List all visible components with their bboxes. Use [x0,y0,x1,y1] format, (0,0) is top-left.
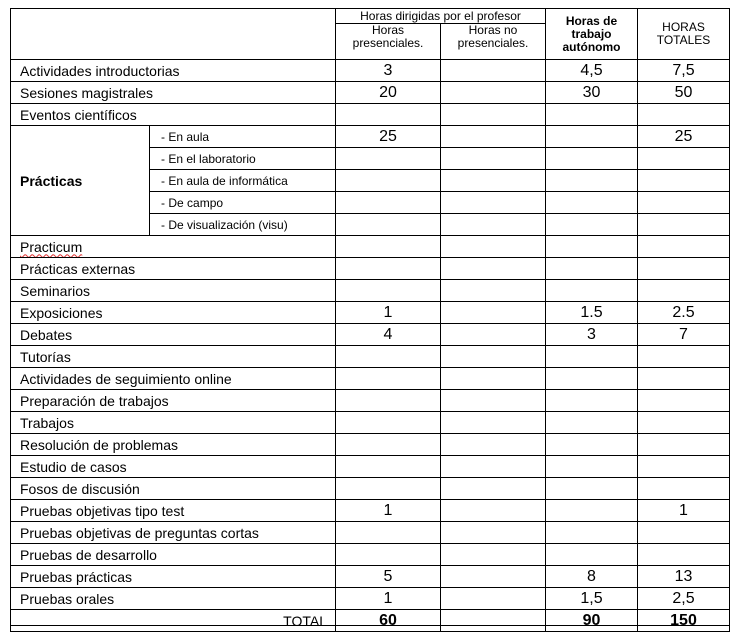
cell-autonomo: 1.5 [546,302,638,324]
cell-presenciales [336,390,441,412]
practicas-sublabel: - De visualización (visu) [150,214,336,236]
table-row [11,236,730,258]
table-row [11,258,730,280]
table-row [11,522,730,544]
cell-totales [638,258,730,280]
cell-presenciales [336,236,441,258]
cell-autonomo [546,126,638,148]
cell-totales: 25 [638,126,730,148]
practicas-label: Prácticas [11,126,150,236]
cell-totales: 13 [638,566,730,588]
cell-autonomo [546,104,638,126]
cell-totales [638,544,730,566]
cell-autonomo [546,434,638,456]
table-row [11,456,730,478]
cell-presenciales: 4 [336,324,441,346]
cell-presenciales: 1 [336,500,441,522]
cell-totales [638,236,730,258]
cell-autonomo [546,390,638,412]
cell-no-presenciales [441,522,546,544]
cell-autonomo [546,478,638,500]
cell-presenciales [336,522,441,544]
table-row [11,434,730,456]
practicas-sublabel: - En el laboratorio [150,148,336,170]
table-row [11,302,730,324]
header-corner [11,9,336,60]
cell-autonomo: 8 [546,566,638,588]
activity-label: Tutorías [11,346,336,368]
cell-autonomo [546,456,638,478]
table-row [11,346,730,368]
table-row [11,60,730,82]
cell-no-presenciales [441,500,546,522]
activity-label: Practicum [11,236,336,258]
cell-no-presenciales [441,434,546,456]
cell-no-presenciales [441,588,546,610]
cell-autonomo [546,214,638,236]
cell-presenciales [336,214,441,236]
cell-no-presenciales [441,104,546,126]
header-autonomo: Horas de trabajo autónomo [546,9,638,60]
cell-no-presenciales [441,544,546,566]
table-row [11,280,730,302]
table-row [11,500,730,522]
total-row [11,610,730,632]
table-row [11,324,730,346]
practicas-row [11,126,730,148]
table-row [11,544,730,566]
activity-label: Pruebas objetivas tipo test [11,500,336,522]
cell-presenciales [336,478,441,500]
cell-autonomo [546,236,638,258]
cell-autonomo [546,544,638,566]
practicas-sublabel: - En aula de informática [150,170,336,192]
cell-no-presenciales [441,390,546,412]
cell-no-presenciales [441,478,546,500]
table-row [11,82,730,104]
cell-no-presenciales [441,192,546,214]
header-group-profesor: Horas dirigidas por el profesor [336,9,546,24]
cell-autonomo [546,280,638,302]
activity-label: Trabajos [11,412,336,434]
cell-autonomo: 1,5 [546,588,638,610]
activity-label: Debates [11,324,336,346]
cell-totales [638,434,730,456]
cell-no-presenciales [441,566,546,588]
cell-totales [638,214,730,236]
activity-label: Fosos de discusión [11,478,336,500]
cell-totales [638,192,730,214]
cell-autonomo [546,346,638,368]
table-row [11,478,730,500]
header-totales: HORAS TOTALES [638,9,730,60]
cell-autonomo [546,500,638,522]
cell-no-presenciales [441,412,546,434]
cell-presenciales: 1 [336,588,441,610]
total-label: TOTAL [11,610,336,632]
activity-label: Actividades de seguimiento online [11,368,336,390]
cell-no-presenciales [441,148,546,170]
cell-totales [638,456,730,478]
cell-presenciales: 20 [336,82,441,104]
activity-label: Actividades introductorias [11,60,336,82]
activity-label: Exposiciones [11,302,336,324]
activity-label: Seminarios [11,280,336,302]
cell-no-presenciales [441,170,546,192]
cell-totales [638,280,730,302]
practicas-sublabel: - En aula [150,126,336,148]
cell-totales [638,346,730,368]
cell-presenciales [336,280,441,302]
cell-no-presenciales [441,60,546,82]
practicas-sublabel: - De campo [150,192,336,214]
cell-totales: 50 [638,82,730,104]
cell-presenciales: 5 [336,566,441,588]
hours-table [10,8,730,632]
cell-presenciales: 3 [336,60,441,82]
activity-label: Pruebas objetivas de preguntas cortas [11,522,336,544]
cell-totales [638,522,730,544]
cell-autonomo: 3 [546,324,638,346]
cell-autonomo: 30 [546,82,638,104]
cell-no-presenciales [441,368,546,390]
cell-presenciales [336,258,441,280]
cell-totales: 2.5 [638,302,730,324]
header-no-presenciales: Horas no presenciales. [441,24,546,60]
cell-no-presenciales [441,258,546,280]
activity-label: Preparación de trabajos [11,390,336,412]
cell-totales [638,412,730,434]
cell-autonomo [546,148,638,170]
table-row [11,104,730,126]
cell-no-presenciales [441,82,546,104]
cell-autonomo [546,522,638,544]
cell-no-presenciales [441,236,546,258]
activity-label: Resolución de problemas [11,434,336,456]
table-row [11,566,730,588]
cell-presenciales: 25 [336,126,441,148]
cell-totales [638,104,730,126]
total-presenciales: 60 [336,610,441,632]
cell-no-presenciales [441,456,546,478]
total-totales: 150 [638,610,730,632]
cell-autonomo [546,258,638,280]
cell-autonomo [546,412,638,434]
cell-presenciales [336,434,441,456]
cell-no-presenciales [441,324,546,346]
cell-totales [638,170,730,192]
cell-presenciales [336,148,441,170]
cell-presenciales [336,346,441,368]
cell-totales: 2,5 [638,588,730,610]
activity-label: Prácticas externas [11,258,336,280]
cell-totales: 7,5 [638,60,730,82]
cell-presenciales [336,192,441,214]
cell-presenciales [336,456,441,478]
table-row [11,390,730,412]
cell-presenciales [336,368,441,390]
cell-presenciales [336,544,441,566]
cell-presenciales [336,412,441,434]
cell-totales: 7 [638,324,730,346]
cell-no-presenciales [441,302,546,324]
cell-presenciales [336,170,441,192]
activity-label: Pruebas orales [11,588,336,610]
cell-presenciales: 1 [336,302,441,324]
cell-no-presenciales [441,214,546,236]
activity-label: Estudio de casos [11,456,336,478]
cell-totales [638,148,730,170]
cell-presenciales [336,104,441,126]
cell-totales [638,368,730,390]
table-row [11,368,730,390]
bottom-rule [10,625,729,626]
cell-totales [638,478,730,500]
activity-label: Sesiones magistrales [11,82,336,104]
table-row [11,412,730,434]
activity-label: Eventos científicos [11,104,336,126]
cell-autonomo [546,192,638,214]
activity-label: Pruebas prácticas [11,566,336,588]
activity-label: Pruebas de desarrollo [11,544,336,566]
table-row [11,588,730,610]
cell-no-presenciales [441,280,546,302]
cell-autonomo [546,368,638,390]
cell-autonomo: 4,5 [546,60,638,82]
cell-autonomo [546,170,638,192]
cell-totales [638,390,730,412]
cell-no-presenciales [441,346,546,368]
total-autonomo: 90 [546,610,638,632]
header-presenciales: Horas presenciales. [336,24,441,60]
cell-no-presenciales [441,126,546,148]
cell-totales: 1 [638,500,730,522]
total-no-presenciales [441,610,546,632]
